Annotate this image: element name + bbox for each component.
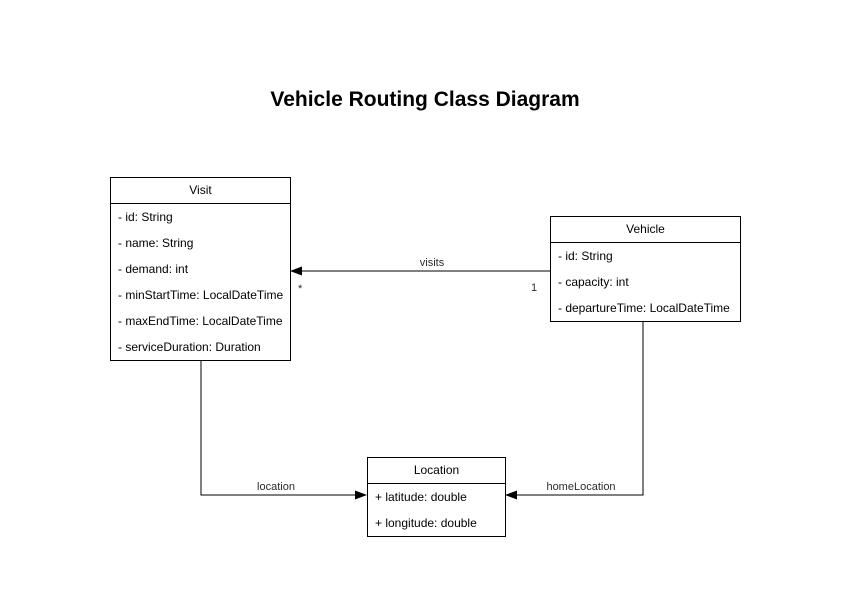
- class-visit-name: Visit: [111, 178, 290, 204]
- class-location-name: Location: [368, 458, 505, 484]
- class-visit-attribute: - serviceDuration: Duration: [118, 340, 261, 354]
- home-location-edge-label: homeLocation: [546, 481, 616, 493]
- visits-multiplicity-star: *: [298, 283, 303, 295]
- class-vehicle: [550, 216, 741, 322]
- class-vehicle-attribute: - id: String: [558, 249, 613, 263]
- home-location-connector: [505, 322, 643, 500]
- visits-multiplicity-one: 1: [531, 282, 538, 294]
- home-location-arrowhead: [505, 491, 517, 500]
- visits-edge-label: visits: [419, 257, 445, 269]
- class-visit-attribute: - minStartTime: LocalDateTime: [118, 288, 284, 302]
- class-vehicle-name: Vehicle: [551, 217, 740, 243]
- class-visit: [110, 177, 291, 361]
- class-visit-attribute: - id: String: [118, 210, 173, 224]
- class-location: [367, 457, 506, 537]
- class-visit-attribute: - demand: int: [118, 262, 189, 276]
- class-vehicle-attribute: - departureTime: LocalDateTime: [558, 301, 730, 315]
- class-vehicle-attribute: - capacity: int: [558, 275, 629, 289]
- location-arrowhead: [355, 491, 367, 500]
- location-edge-label: location: [257, 481, 295, 493]
- location-connector: [201, 361, 367, 500]
- diagram-title: Vehicle Routing Class Diagram: [270, 88, 580, 111]
- class-location-attribute: + latitude: double: [375, 490, 467, 504]
- class-visit-attribute: - name: String: [118, 236, 194, 250]
- visits-arrowhead: [290, 267, 302, 276]
- class-location-attribute: + longitude: double: [375, 516, 477, 530]
- class-visit-attribute: - maxEndTime: LocalDateTime: [118, 314, 283, 328]
